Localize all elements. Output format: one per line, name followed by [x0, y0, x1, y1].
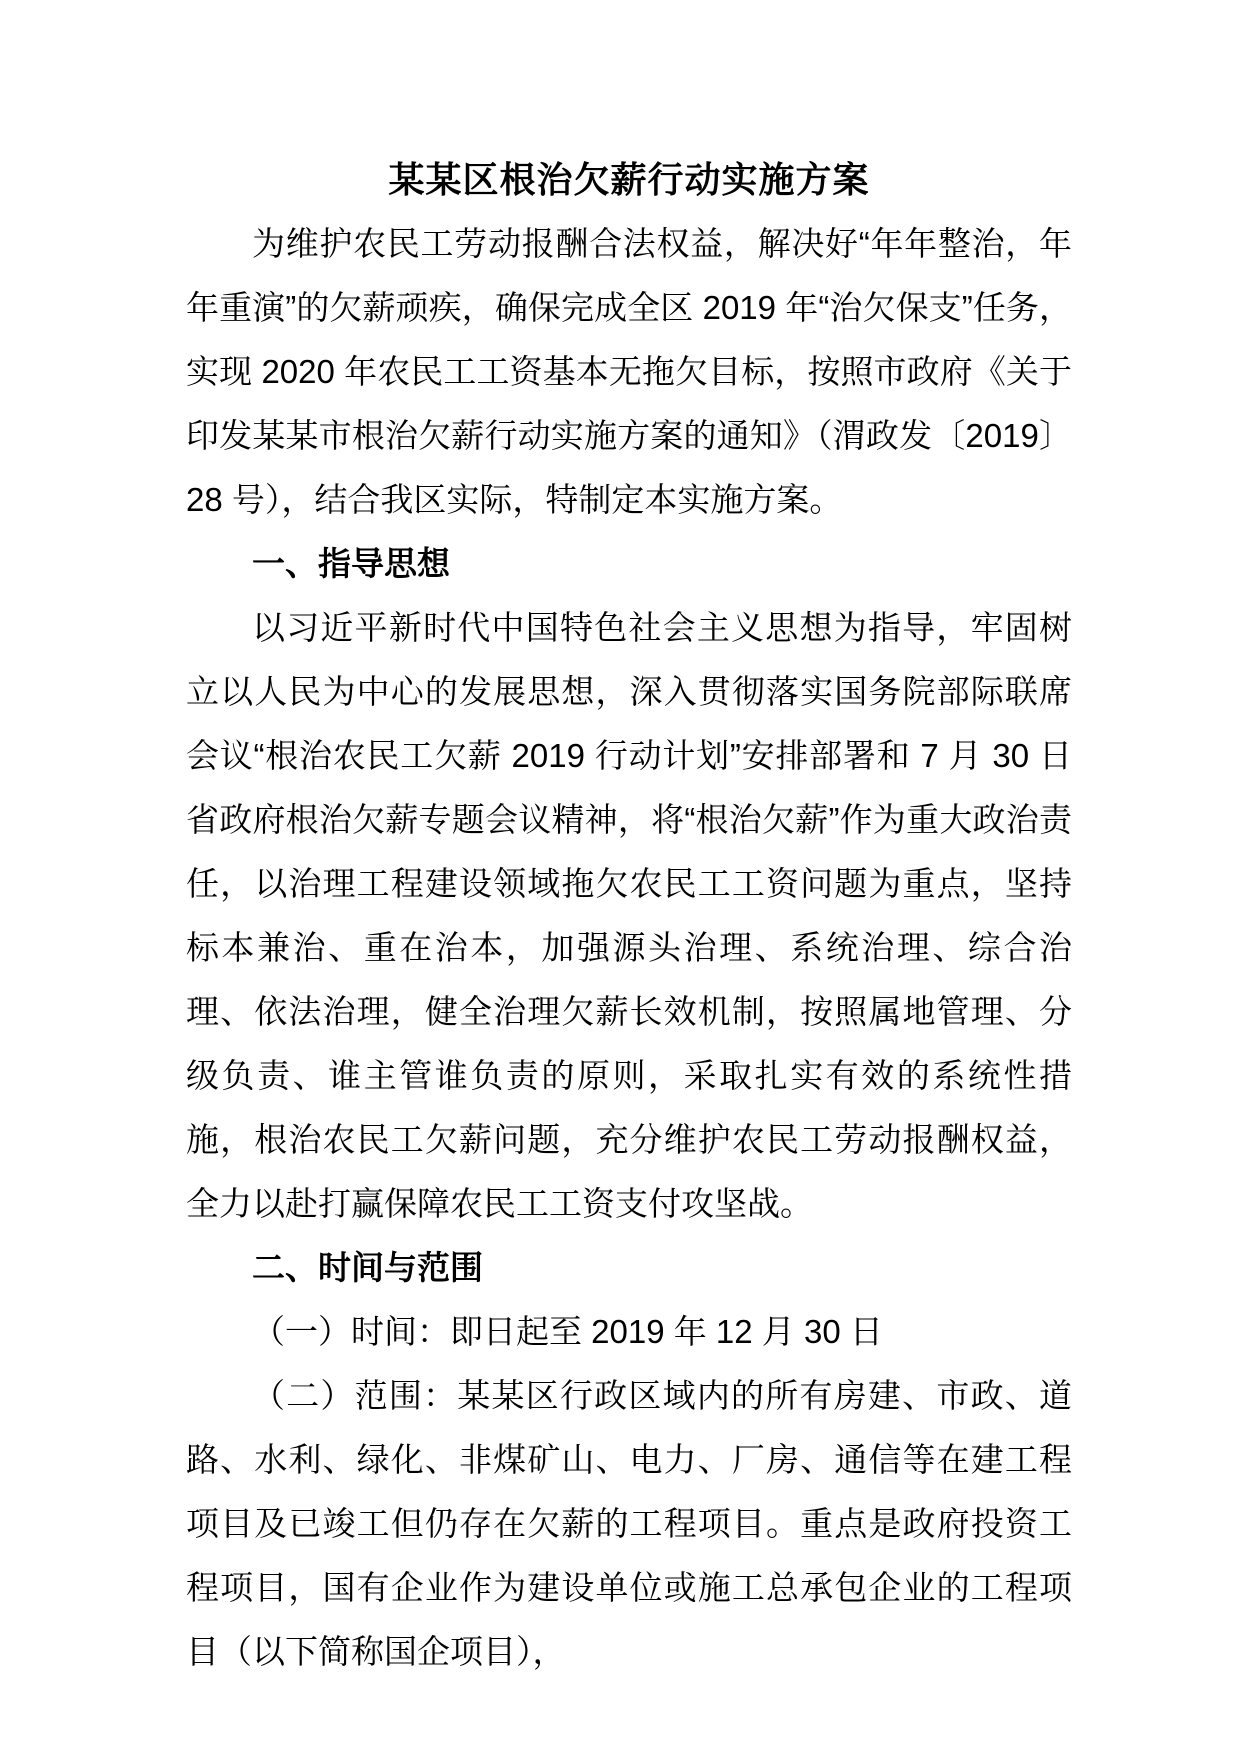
paragraph-time: （一）时间：即日起至 2019 年 12 月 30 日	[252, 1313, 883, 1350]
paragraph-guiding-ideology: 以习近平新时代中国特色社会主义思想为指导，牢固树立以人民为中心的发展思想，深入贯彻落实国务院部际联席会议“根治农民工欠薪 2019 行动计划”安排部署和 7 月 30 日省政府根治欠薪专题会议精神，将“根治欠薪”作为重大政治责任，以治理工程建设领域拖欠农民工工资问题为重点，坚持标本兼治、重在治本，加强源头治理、系统治理、综合治理、依法治理，健全治理欠薪长效机制，按照属地管理、分级负责、谁主管谁负责的原则，采取扎实有效的系统性措施，根治农民工欠薪问题，充分维护农民工劳动报酬权益，全力以赴打赢保障农民工工资支付攻坚战。	[186, 609, 1072, 1222]
document-title: 某某区根治欠薪行动实施方案	[388, 159, 870, 200]
paragraph-intro: 为维护农民工劳动报酬合法权益，解决好“年年整治，年年重演”的欠薪顽疾，确保完成全区 2019 年“治欠保支”任务，实现 2020 年农民工工资基本无拖欠目标，按照市政府《关于印发某某市根治欠薪行动实施方案的通知》（渭政发〔2019〕28 号），结合我区实际，特制定本实施方案。	[186, 225, 1072, 518]
section-heading-time-and-scope: 二、时间与范围	[252, 1249, 483, 1286]
section-heading-guiding-ideology: 一、指导思想	[252, 545, 450, 582]
paragraph-scope: （二）范围：某某区行政区域内的所有房建、市政、道路、水利、绿化、非煤矿山、电力、厂房、通信等在建工程项目及已竣工但仍存在欠薪的工程项目。重点是政府投资工程项目，国有企业作为建设单位或施工总承包企业的工程项目（以下简称国企项目），	[186, 1377, 1072, 1670]
